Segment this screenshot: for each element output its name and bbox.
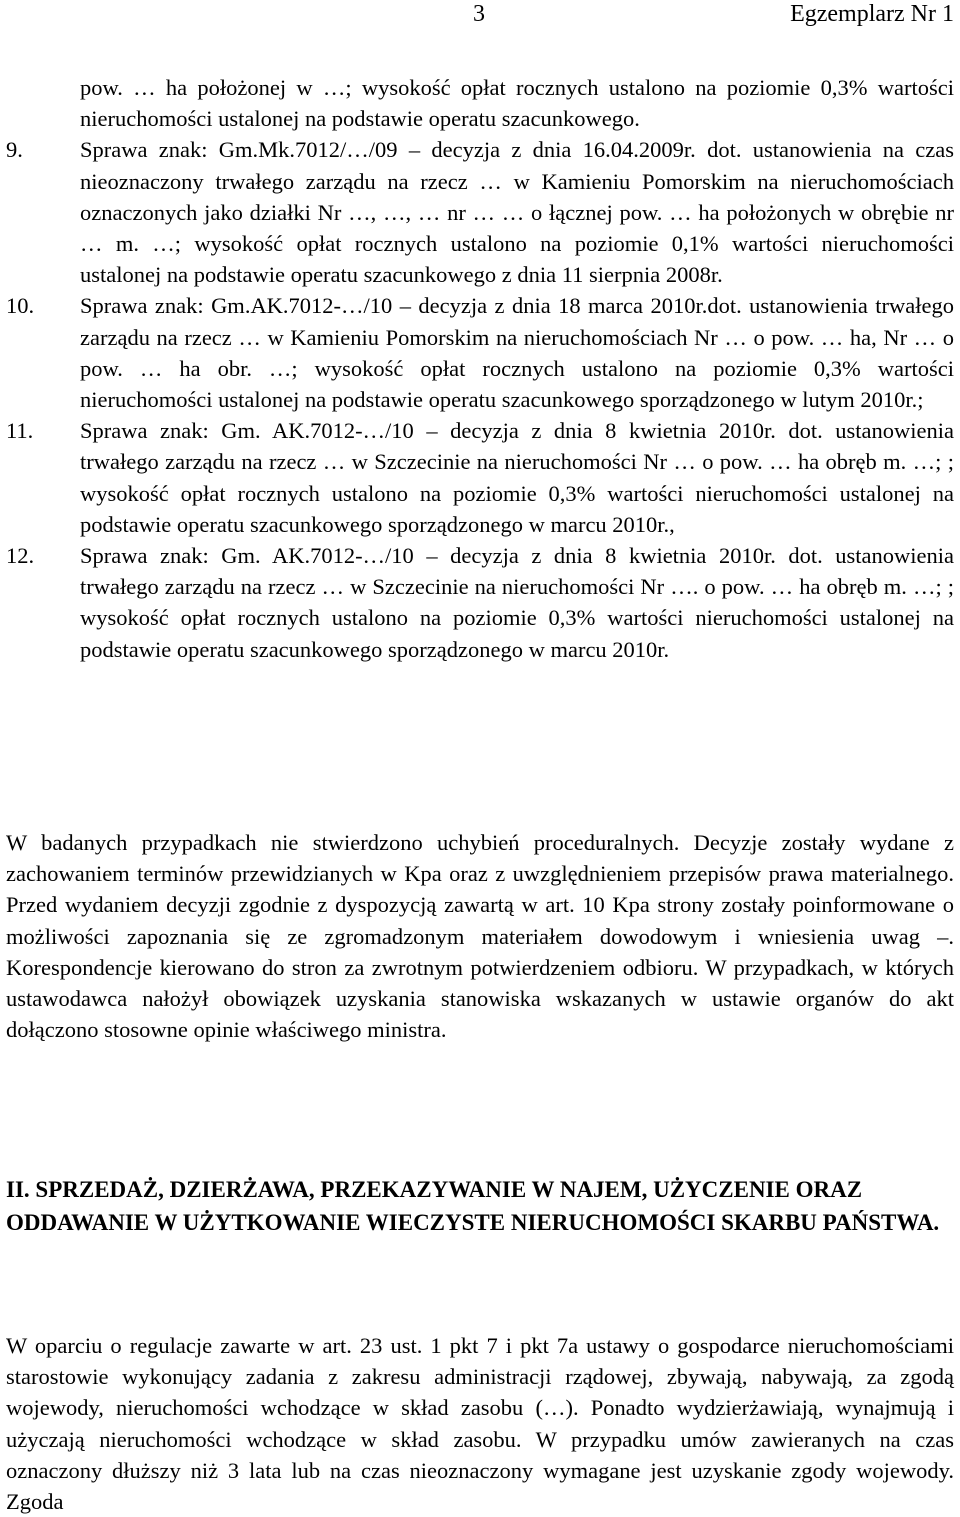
list-item-number: 12. bbox=[6, 543, 35, 569]
findings-paragraph: W badanych przypadkach nie stwierdzono uchybień proceduralnych. Decyzje zostały wydane z zachowaniem terminów przewidzianych w Kpa oraz z uwzględnieniem przepisów prawa materialnego. Przed wydaniem decyzji zgodnie z dyspozycją zawartą w art. 10 Kpa strony zostały poinformowane o możliwości zapoznania się ze zgromadzonym materiałem dowodowym i wniesienia uwag –. Korespondencje kierowano do stron za zwrotnym potwierdzeniem odbioru. W przypadkach, w których ustawodawca nałożył obowiązek uzyskania stanowiska wskazanych w ustawie organów do akt dołączono stosowne opinie właściwego ministra. bbox=[6, 830, 954, 1043]
list-item-number: 10. bbox=[6, 293, 35, 319]
list-item-number: 11. bbox=[6, 418, 34, 444]
case-list bbox=[6, 72, 954, 665]
section-heading: II. SPRZEDAŻ, DZIERŻAWA, PRZEKAZYWANIE W NAJEM, UŻYCZENIE ORAZ ODDAWANIE W UŻYTKOWANIE WIECZYSTE NIERUCHOMOŚCI SKARBU PAŃSTWA. bbox=[6, 1177, 940, 1235]
list-item bbox=[6, 290, 954, 415]
list-item bbox=[6, 72, 954, 134]
list-item bbox=[6, 540, 954, 665]
list-item-text: Sprawa znak: Gm.Mk.7012/…/09 – decyzja z dnia 16.04.2009r. dot. ustanowienia na czas nieoznaczony trwałego zarządu na rzecz … w Kamieniu Pomorskim na nieruchomościach oznaczonych jako działki Nr …, …, … nr … … o łącznej pow. … ha położonych w obrębie nr … m. …; wysokość opłat rocznych ustalono na poziomie 0,1% wartości nieruchomości ustalonej na podstawie operatu szacunkowego z dnia 11 sierpnia 2008r. bbox=[80, 137, 954, 288]
list-item bbox=[6, 134, 954, 290]
list-item-text: Sprawa znak: Gm. AK.7012-…/10 – decyzja z dnia 8 kwietnia 2010r. dot. ustanowienia trwałego zarządu na rzecz … w Szczecinie na nieruchomości Nr …. o pow. … ha obręb m. …; ; wysokość opłat rocznych ustalono na poziomie 0,3% wartości nieruchomości ustalonej na podstawie operatu szacunkowego sporządzonego w marcu 2010r. bbox=[80, 543, 954, 662]
copy-label: Egzemplarz Nr 1 bbox=[790, 1, 954, 27]
page-number: 3 bbox=[473, 1, 485, 27]
list-item-text: Sprawa znak: Gm.AK.7012-…/10 – decyzja z dnia 18 marca 2010r.dot. ustanowienia trwałego zarządu na rzecz … w Kamieniu Pomorskim na nieruchomościach Nr … o pow. … ha, Nr … o pow. … ha obr. …; wysokość opłat rocznych ustalono na poziomie 0,3% wartości nieruchomości ustalonej na podstawie operatu szacunkowego sporządzonego w lutym 2010r.; bbox=[80, 293, 954, 413]
list-item-text: pow. … ha położonej w …; wysokość opłat rocznych ustalono na poziomie 0,3% wartości nieruchomości ustalonej na podstawie operatu szacunkowego. bbox=[80, 75, 954, 132]
list-item bbox=[6, 415, 954, 540]
legal-basis-paragraph: W oparciu o regulacje zawarte w art. 23 ust. 1 pkt 7 i pkt 7a ustawy o gospodarce nieruchomościami starostowie wykonujący zadania z zakresu administracji rządowej, zbywają, nabywają, za zgodą wojewody, nieruchomości wchodzące w skład zasobu (…). Ponadto wydzierżawiają, wynajmują i użyczają nieruchomości wchodzące w skład zasobu. W przypadku umów zawieranych na czas oznaczony dłuższy niż 3 lata lub na czas nieoznaczony wymagane jest uzyskanie zgody wojewody. Zgoda bbox=[6, 1333, 954, 1515]
list-item-number: 9. bbox=[6, 137, 23, 163]
list-item-text: Sprawa znak: Gm. AK.7012-…/10 – decyzja z dnia 8 kwietnia 2010r. dot. ustanowienia trwałego zarządu na rzecz … w Szczecinie na nieruchomości Nr … o pow. … ha obręb m. …; ; wysokość opłat rocznych ustalono na poziomie 0,3% wartości nieruchomości ustalonej na podstawie operatu szacunkowego sporządzonego w marcu 2010r., bbox=[80, 418, 954, 537]
